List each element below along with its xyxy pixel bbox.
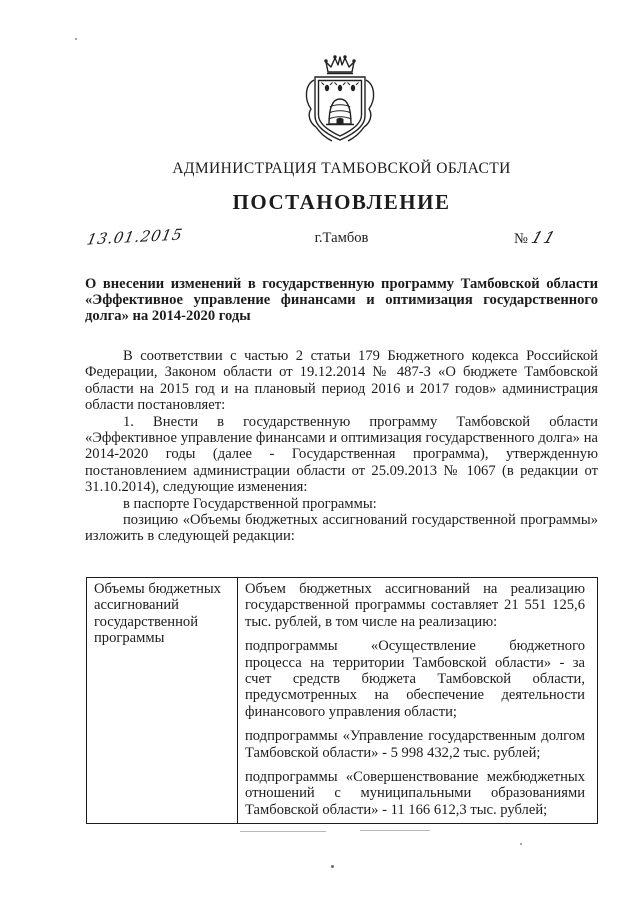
table-cell-label (87, 578, 238, 824)
scan-artifact-line (240, 831, 326, 832)
body-paragraph: в паспорте Государственной программы: (123, 495, 377, 512)
scan-speck (331, 865, 334, 868)
value-paragraph: подпрограммы «Осуществление бюджетного процесса на территории Тамбовской области» - за счет средств бюджета Тамбовской области, предусмотренных на обеспечение деятельности финансового управления области; (245, 638, 585, 720)
value-paragraph: подпрограммы «Совершенствование межбюджетных отношений с муниципальными образованиями Тамбовской области» - 11 166 612,3 тыс. рублей; (245, 769, 585, 818)
doc-type-title: ПОСТАНОВЛЕНИЕ (232, 190, 451, 214)
value-paragraph: подпрограммы «Управление государственным долгом Тамбовской области» - 5 998 432,2 тыс. рублей; (245, 728, 585, 761)
scan-artifact-line (360, 830, 430, 831)
table-row (87, 578, 598, 824)
body-paragraph: позицию «Объемы бюджетных ассигнований государственной программы» изложить в следующей редакции: (85, 512, 598, 545)
scan-speck (75, 38, 77, 40)
doc-body (85, 348, 598, 545)
body-paragraph: В соответствии с частью 2 статьи 179 Бюджетного кодекса Российской Федерации, Законом области от 19.12.2014 № 487-З «О бюджете Тамбовской области на 2015 год и на плановый период 2016 и 2017 годов» администрация области постановляет: (85, 348, 598, 414)
body-paragraph: 1. Внести в государственную программу Тамбовской области «Эффективное управление финансами и оптимизация государственного долга» на 2014-2020 годы (далее - Государственная программа), утвержденную постановлением администрации области от 25.09.2013 № 1067 (в редакции от 31.10.2014), следующие изменения: (85, 413, 598, 496)
doc-subject: О внесении изменений в государственную программу Тамбовской области «Эффективное управление финансами и оптимизация государственного долга» на 2014-2020 годы (85, 276, 598, 324)
handwritten-number: 11 (528, 228, 560, 247)
org-name: АДМИНИСТРАЦИЯ ТАМБОВСКОЙ ОБЛАСТИ (172, 160, 511, 177)
handwritten-date: 13.01.2015 (85, 225, 185, 249)
row-label: Объемы бюджетных ассигнований государственной программы (94, 581, 221, 647)
coat-of-arms-icon (302, 54, 378, 152)
budget-allocations-table (86, 577, 598, 824)
scan-speck (520, 843, 522, 845)
value-paragraph: Объем бюджетных ассигнований на реализацию государственной программы составляет 21 551 125,6 тыс. рублей, в том числе на реализацию: (245, 581, 585, 630)
place-name: г.Тамбов (314, 230, 369, 246)
number-sign: № (514, 231, 528, 247)
doc-number (514, 228, 560, 248)
table-cell-value (238, 578, 598, 824)
dateline (85, 225, 598, 250)
